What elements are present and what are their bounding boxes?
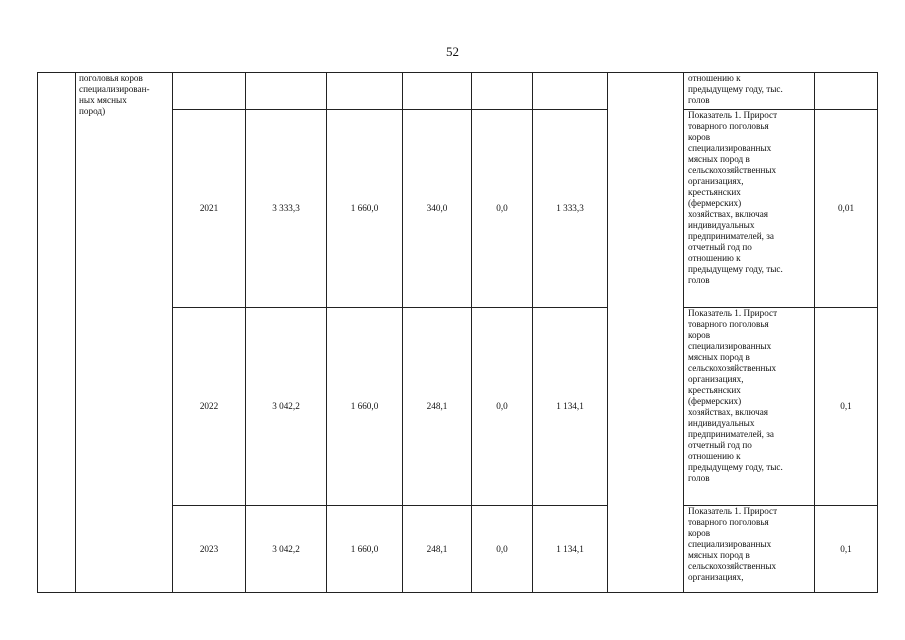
regional-cell bbox=[403, 73, 472, 110]
indicator-line: хозяйствах, включая bbox=[688, 407, 769, 417]
number-cell bbox=[38, 73, 76, 593]
total-cell: 3 042,2 bbox=[246, 308, 327, 506]
indicator-line: Показатель 1. Прирост bbox=[688, 308, 778, 318]
federal-cell: 1 660,0 bbox=[327, 506, 403, 593]
measure-name-cell bbox=[76, 73, 173, 593]
indicator-value-cell: 0,1 bbox=[815, 506, 878, 593]
indicator-line: предыдущему году, тыс. bbox=[688, 462, 783, 472]
indicator-line: организациях, bbox=[688, 176, 744, 186]
indicator-line: мясных пород в bbox=[688, 352, 750, 362]
regional-cell: 248,1 bbox=[403, 308, 472, 506]
year-cell bbox=[173, 73, 246, 110]
indicator-line: голов bbox=[688, 473, 710, 483]
indicator-line: предыдущему году, тыс. bbox=[688, 264, 783, 274]
local-cell: 0,0 bbox=[472, 308, 533, 506]
indicator-line: мясных пород в bbox=[688, 154, 750, 164]
extra-budget-cell: 1 134,1 bbox=[533, 308, 608, 506]
indicator-line: предпринимателей, за bbox=[688, 429, 774, 439]
name-line: ных мясных bbox=[79, 95, 127, 105]
indicator-line: отчетный год по bbox=[688, 440, 752, 450]
indicator-line: товарного поголовья bbox=[688, 517, 769, 527]
name-line: поголовья коров bbox=[79, 73, 143, 83]
year-cell: 2022 bbox=[173, 308, 246, 506]
indicator-line: голов bbox=[688, 95, 710, 105]
indicator-value-cell: 0,01 bbox=[815, 110, 878, 308]
indicator-line: отношению к bbox=[688, 73, 741, 83]
indicator-line: специализированных bbox=[688, 539, 772, 549]
indicator-line: крестьянских bbox=[688, 187, 741, 197]
local-cell bbox=[472, 73, 533, 110]
regional-cell: 248,1 bbox=[403, 506, 472, 593]
indicator-line: организациях, bbox=[688, 572, 744, 582]
executor-cell bbox=[608, 73, 684, 593]
indicator-line: отношению к bbox=[688, 253, 741, 263]
indicator-line: товарного поголовья bbox=[688, 121, 769, 131]
indicator-line: крестьянских bbox=[688, 385, 741, 395]
indicator-cell bbox=[684, 308, 815, 506]
indicator-line: организациях, bbox=[688, 374, 744, 384]
indicator-line: сельскохозяйственных bbox=[688, 165, 777, 175]
indicator-line: сельскохозяйственных bbox=[688, 363, 777, 373]
indicator-line: отношению к bbox=[688, 451, 741, 461]
federal-cell: 1 660,0 bbox=[327, 110, 403, 308]
indicator-line: хозяйствах, включая bbox=[688, 209, 769, 219]
indicator-line: (фермерских) bbox=[688, 396, 742, 406]
indicator-line: индивидуальных bbox=[688, 220, 755, 230]
indicator-line: отчетный год по bbox=[688, 242, 752, 252]
federal-cell: 1 660,0 bbox=[327, 308, 403, 506]
indicator-line: Показатель 1. Прирост bbox=[688, 110, 778, 120]
indicator-line: специализированных bbox=[688, 143, 772, 153]
table-row bbox=[38, 73, 878, 110]
local-cell: 0,0 bbox=[472, 506, 533, 593]
indicator-line: предпринимателей, за bbox=[688, 231, 774, 241]
indicator-line: голов bbox=[688, 275, 710, 285]
budget-table bbox=[37, 72, 878, 593]
indicator-line: товарного поголовья bbox=[688, 319, 769, 329]
indicator-line: специализированных bbox=[688, 341, 772, 351]
extra-budget-cell: 1 134,1 bbox=[533, 506, 608, 593]
indicator-line: мясных пород в bbox=[688, 550, 750, 560]
extra-budget-cell: 1 333,3 bbox=[533, 110, 608, 308]
federal-cell bbox=[327, 73, 403, 110]
local-cell: 0,0 bbox=[472, 110, 533, 308]
name-line: пород) bbox=[79, 106, 106, 116]
year-cell: 2023 bbox=[173, 506, 246, 593]
indicator-line: сельскохозяйственных bbox=[688, 561, 777, 571]
indicator-cell bbox=[684, 110, 815, 308]
total-cell: 3 333,3 bbox=[246, 110, 327, 308]
indicator-line: (фермерских) bbox=[688, 198, 742, 208]
name-line: специализирован- bbox=[79, 84, 150, 94]
regional-cell: 340,0 bbox=[403, 110, 472, 308]
year-cell: 2021 bbox=[173, 110, 246, 308]
indicator-line: предыдущему году, тыс. bbox=[688, 84, 783, 94]
indicator-value-cell: 0,1 bbox=[815, 308, 878, 506]
indicator-line: Показатель 1. Прирост bbox=[688, 506, 778, 516]
indicator-line: коров bbox=[688, 528, 711, 538]
indicator-line: коров bbox=[688, 330, 711, 340]
indicator-line: индивидуальных bbox=[688, 418, 755, 428]
indicator-cell bbox=[684, 506, 815, 593]
page-number: 52 bbox=[446, 44, 459, 59]
total-cell: 3 042,2 bbox=[246, 506, 327, 593]
indicator-cell bbox=[684, 73, 815, 110]
indicator-value-cell bbox=[815, 73, 878, 110]
indicator-line: коров bbox=[688, 132, 711, 142]
total-cell bbox=[246, 73, 327, 110]
extra-budget-cell bbox=[533, 73, 608, 110]
